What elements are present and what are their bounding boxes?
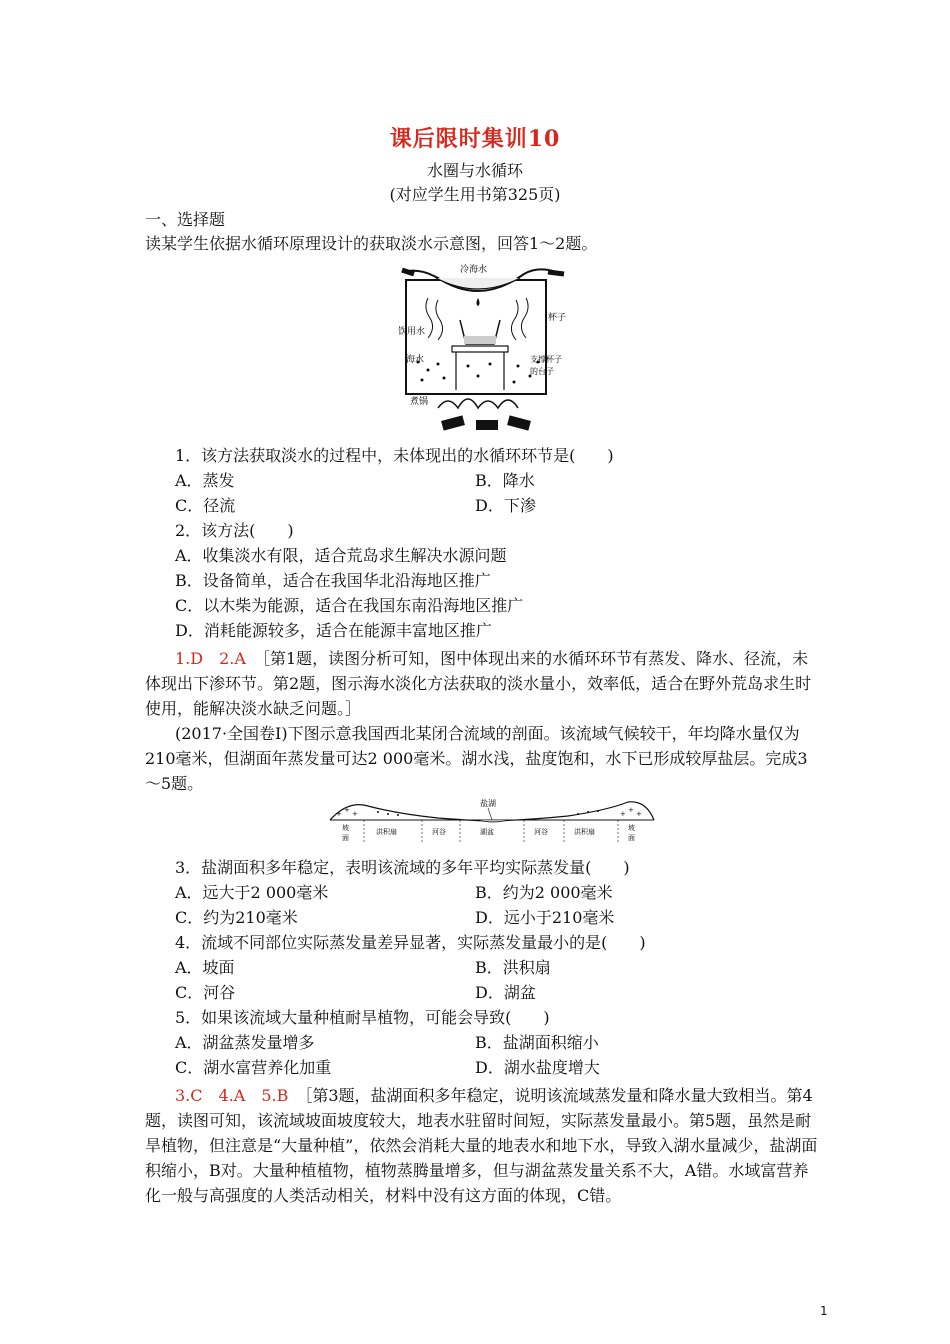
q2-stem: 2．该方法( )	[175, 521, 294, 540]
q3-option-b: B．约为2 000毫米	[475, 883, 613, 902]
q4-option-b: B．洪积扇	[475, 958, 551, 977]
fig1-label-pot: 煮锅	[410, 397, 429, 407]
q4-option-c: C．河谷	[175, 983, 236, 1002]
q3-option-c: C．约为210毫米	[175, 908, 298, 927]
answer-keys-1-2: 1.D 2.A	[175, 649, 246, 668]
fig2-label-fan-right: 洪积扇	[574, 828, 595, 836]
fig1-label-cup: 杯子	[548, 313, 567, 323]
answer-keys-3-5: 3.C 4.A 5.B	[175, 1086, 289, 1105]
q4-option-d: D．湖盆	[475, 983, 536, 1002]
q5-option-c: C．湖水富营养化加重	[175, 1058, 332, 1077]
q4-stem: 4．流域不同部位实际蒸发量差异显著，实际蒸发量最小的是( )	[175, 933, 646, 952]
svg-text:+: +	[352, 810, 358, 818]
q3-stem: 3．盐湖面积多年稳定，表明该流域的多年平均实际蒸发量( )	[175, 858, 630, 877]
fig2-label-slope-right-1: 坡	[628, 824, 635, 832]
q5-stem: 5．如果该流域大量种植耐旱植物，可能会导致( )	[175, 1008, 550, 1027]
fig2-label-slope-right-2: 面	[628, 834, 635, 842]
page-title: 课后限时集训10	[389, 126, 561, 152]
fig2-label-slope-left-1: 坡	[342, 824, 349, 832]
q1-option-d: D．下渗	[475, 496, 536, 515]
q2-option-a: A．收集淡水有限，适合荒岛求生解决水源问题	[175, 546, 507, 565]
section-heading: 一、选择题	[145, 210, 226, 229]
q2-option-c: C．以木柴为能源，适合在我国东南沿海地区推广	[175, 596, 524, 615]
basin-profile-diagram	[328, 794, 658, 846]
page-reference: (对应学生用书第325页)	[389, 185, 561, 204]
svg-text:+: +	[636, 810, 642, 818]
q2-option-b: B．设备简单，适合在我国华北沿海地区推广	[175, 571, 491, 590]
desalination-diagram	[398, 258, 578, 446]
fig2-label-lake-basin: 湖盆	[480, 828, 494, 836]
q1-option-a: A．蒸发	[175, 471, 235, 490]
page-subtitle: 水圈与水循环	[426, 161, 523, 180]
q5-option-d: D．湖水盐度增大	[475, 1058, 600, 1077]
q1-stem: 1．该方法获取淡水的过程中，未体现出的水循环环节是( )	[175, 446, 614, 465]
fig1-label-cold-sea-water: 冷海水	[460, 265, 488, 275]
svg-text:+: +	[344, 806, 350, 814]
fig2-label-valley-right: 河谷	[534, 828, 548, 836]
answer-explanation-1-2: ［第1题，读图分析可知，图中体现出来的水循环环节有蒸发、降水、径流，未体现出下渗环节。第2题，图示海水淡化方法获取的淡水量小，效率低，适合在野外荒岛求生时使用，能解决淡水缺乏问题。］	[145, 649, 812, 718]
page-number: 1	[820, 1304, 828, 1318]
fig1-label-stand-1: 支撑杯子	[530, 355, 562, 364]
answer-block-3-5	[145, 1083, 820, 1208]
q1-option-b: B．降水	[475, 471, 535, 490]
fig1-label-stand-2: 的台子	[530, 367, 554, 376]
q5-option-b: B．盐湖面积缩小	[475, 1033, 599, 1052]
q1-option-c: C．径流	[175, 496, 236, 515]
answer-block-1-2	[145, 646, 820, 721]
fig2-label-fan-left: 洪积扇	[376, 828, 397, 836]
q3-option-d: D．远小于210毫米	[475, 908, 615, 927]
q4-option-a: A．坡面	[175, 958, 235, 977]
passage-2: (2017·全国卷Ⅰ)下图示意我国西北某闭合流域的剖面。该流域气候较干，年均降水量仅为210毫米，但湖面年蒸发量可达2 000毫米。湖水浅，盐度饱和，水下已形成较厚盐层。完成3～5题。	[145, 724, 808, 793]
section-intro: 读某学生依据水循环原理设计的获取淡水示意图，回答1～2题。	[145, 234, 598, 253]
fig2-label-valley-left: 河谷	[432, 828, 446, 836]
svg-text:+: +	[336, 810, 342, 818]
fig1-label-drinking-water: 饮用水	[398, 327, 426, 337]
q3-option-a: A．远大于2 000毫米	[175, 883, 329, 902]
q2-option-d: D．消耗能源较多，适合在能源丰富地区推广	[175, 621, 492, 640]
q5-option-a: A．湖盆蒸发量增多	[175, 1033, 315, 1052]
answer-explanation-3-5: ［第3题，盐湖面积多年稳定，说明该流域蒸发量和降水量大致相当。第4题，读图可知，该流域坡面坡度较大，地表水驻留时间短，实际蒸发量最小。第5题，虽然是耐旱植物，但注意是“大量种植”，依然会消耗大量的地表水和地下水，导致入湖水量减少，盐湖面积缩小，B对。大量种植植物，植物蒸腾量增多，但与湖盆蒸发量关系不大，A错。水域富营养化一般与高强度的人类活动相关，材料中没有这方面的体现，C错。	[145, 1086, 818, 1205]
fig2-label-slope-left-2: 面	[342, 834, 349, 842]
svg-text:+: +	[620, 810, 626, 818]
fig1-label-sea-water: 海水	[406, 355, 425, 365]
svg-text:+: +	[628, 806, 634, 814]
fig2-label-salt-lake: 盐湖	[480, 799, 496, 808]
